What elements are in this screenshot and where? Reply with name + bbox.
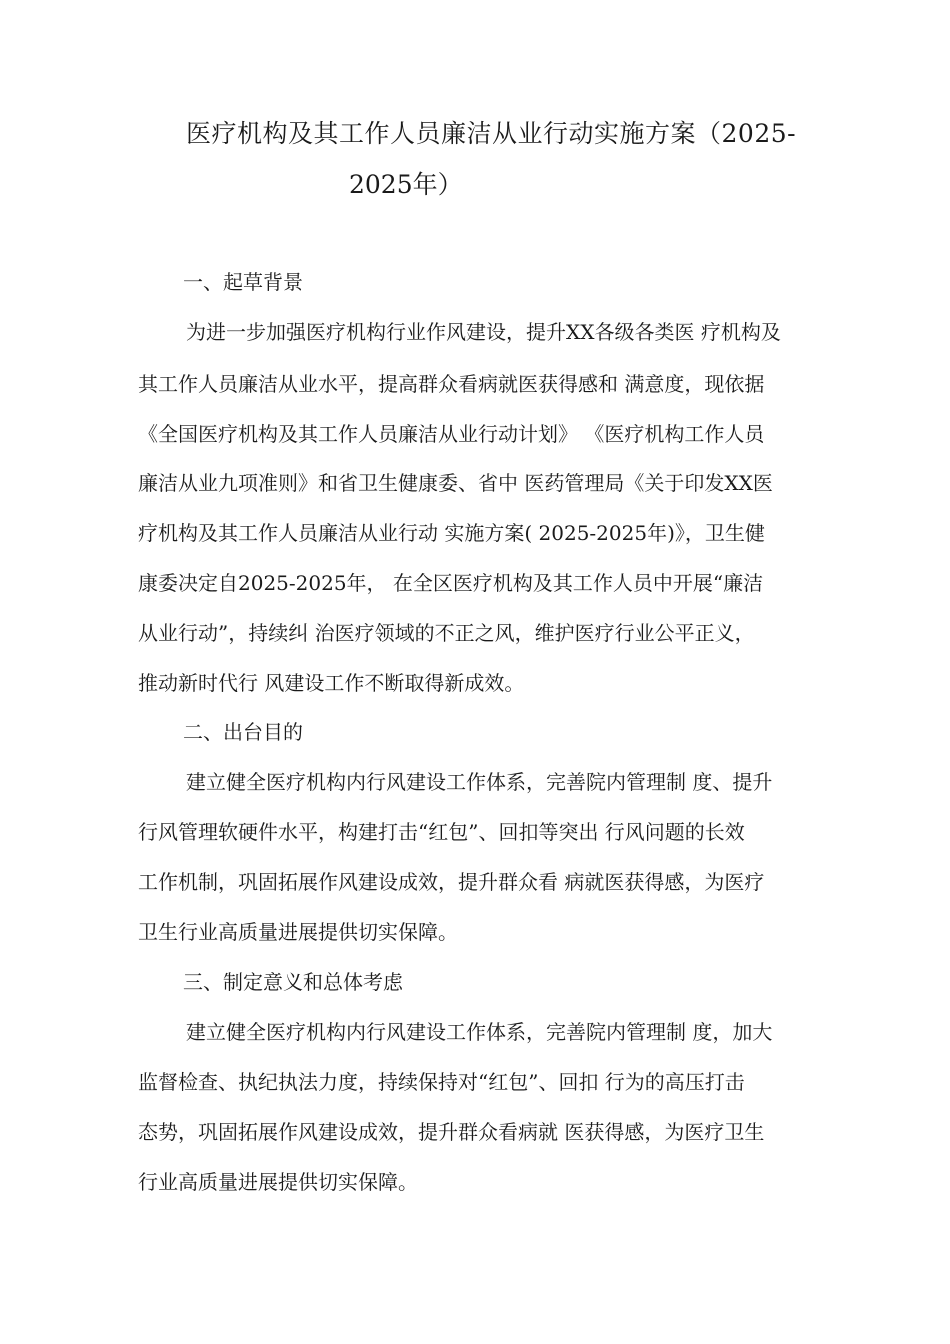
- paragraph-line: 推动新时代行 风建设工作不断取得新成效。: [138, 671, 525, 695]
- paragraph-line: 其工作人员廉洁从业水平，提高群众看病就医获得感和 满意度，现依据: [138, 372, 765, 396]
- paragraph-line: 行风管理软硬件水平，构建打击“红包”、回扣等突出 行风问题的长效: [138, 820, 745, 844]
- paragraph-line: 工作机制，巩固拓展作风建设成效，提升群众看 病就医获得感，为医疗: [138, 870, 765, 894]
- paragraph-line: 《全国医疗机构及其工作人员廉洁从业行动计划》 《医疗机构工作人员: [138, 422, 765, 446]
- paragraph-line: 廉洁从业九项准则》和省卫生健康委、省中 医药管理局《关于印发XX医: [138, 471, 773, 495]
- paragraph-line: 疗机构及其工作人员廉洁从业行动 实施方案( 2025-2025年)》，卫生健: [138, 521, 765, 545]
- section-heading-purpose: 二、出台目的: [183, 720, 303, 744]
- paragraph-line: 建立健全医疗机构内行风建设工作体系，完善院内管理制 度、提升: [186, 770, 773, 794]
- paragraph-line: 建立健全医疗机构内行风建设工作体系，完善院内管理制 度，加大: [186, 1020, 773, 1044]
- paragraph-line: 监督检查、执纪执法力度，持续保持对“红包”、回扣 行为的高压打击: [138, 1070, 745, 1094]
- paragraph-line: 从业行动”，持续纠 治医疗领域的不正之风，维护医疗行业公平正义，: [138, 621, 755, 645]
- paragraph-line: 卫生行业高质量进展提供切实保障。: [138, 920, 458, 944]
- section-heading-significance: 三、制定意义和总体考虑: [183, 970, 403, 994]
- paragraph-line: 为进一步加强医疗机构行业作风建设，提升XX各级各类医 疗机构及: [186, 320, 781, 344]
- document-title-line-1: 医疗机构及其工作人员廉洁从业行动实施方案（2025-: [186, 119, 797, 148]
- document-title-line-2: 2025年）: [349, 170, 463, 199]
- section-heading-background: 一、起草背景: [183, 270, 303, 294]
- paragraph-line: 态势，巩固拓展作风建设成效，提升群众看病就 医获得感，为医疗卫生: [138, 1120, 765, 1144]
- paragraph-line: 康委决定自2025-2025年， 在全区医疗机构及其工作人员中开展“廉洁: [138, 571, 764, 595]
- paragraph-line: 行业高质量进展提供切实保障。: [138, 1170, 418, 1194]
